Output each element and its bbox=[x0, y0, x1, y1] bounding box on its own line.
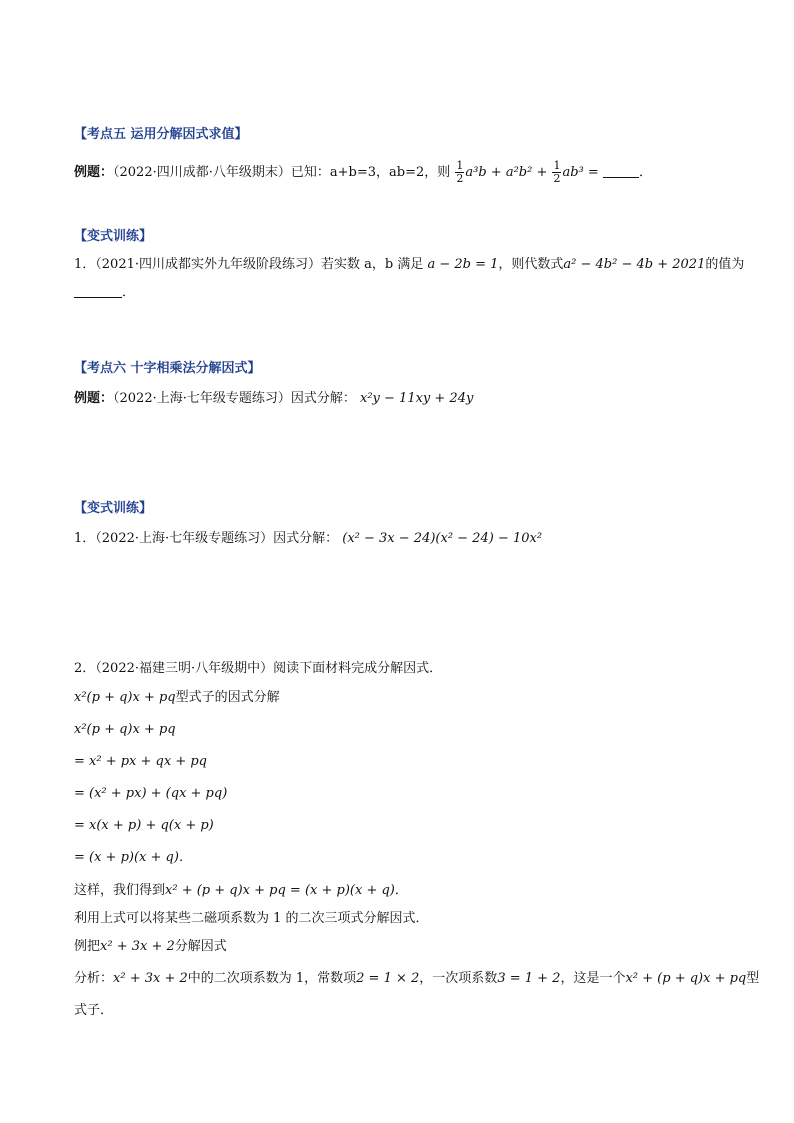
analysis-line-end: 式子． bbox=[74, 1003, 114, 1018]
fraction-half: $\frac{1}{2}$ bbox=[456, 159, 464, 185]
example-line: 例把x² + 3x + 2分解因式 bbox=[74, 939, 227, 954]
example-label: 例题： bbox=[74, 165, 114, 180]
example-5: 例题：（2022·四川成都·八年级期末）已知：a+b=3，ab=2，则 $\frac{1}{2}$ a³b + a²b² + $\frac{1}{2}$ ab³ = ． bbox=[74, 159, 652, 185]
material-line-a: x²(p + q)x + pq型式子的因式分解 bbox=[74, 690, 280, 705]
question-1: 1．（2022·上海·七年级专题练习）因式分解： (x² − 3x − 24)(x² − 24) − 10x² bbox=[74, 531, 543, 546]
question-2: 2．（2022·福建三明·八年级期中）阅读下面材料完成分解因式． bbox=[74, 661, 443, 676]
derivation-line-1: x²(p + q)x + pq bbox=[74, 722, 176, 737]
example-text: （2022·四川成都·八年级期末）已知：a+b=3，ab=2，则 bbox=[113, 165, 451, 180]
factor-expression: (x² − 3x − 24)(x² − 24) − 10x² bbox=[342, 531, 543, 546]
example-expression-a: a³b + a²b² + bbox=[465, 165, 548, 180]
derivation-line-2: = x² + px + qx + pq bbox=[74, 754, 207, 769]
section-heading-5: 【考点五 运用分解因式求值】 bbox=[74, 127, 248, 142]
training-heading-2: 【变式训练】 bbox=[74, 501, 153, 516]
example-expression-b: ab³ = bbox=[562, 165, 599, 180]
derivation-line-4: = x(x + p) + q(x + p) bbox=[74, 818, 214, 833]
derivation-line-5: = (x + p)(x + q)． bbox=[74, 850, 192, 865]
training-heading-1: 【变式训练】 bbox=[74, 229, 153, 244]
fraction-half: $\frac{1}{2}$ bbox=[553, 159, 561, 185]
usage-line: 利用上式可以将某些二磁项系数为 1 的二次三项式分解因式． bbox=[74, 911, 429, 926]
answer-blank[interactable] bbox=[74, 297, 122, 298]
answer-blank[interactable] bbox=[603, 177, 639, 178]
conclusion-line: 这样，我们得到x² + (p + q)x + pq = (x + p)(x + q)． bbox=[74, 883, 408, 898]
section-heading-6: 【考点六 十字相乘法分解因式】 bbox=[74, 361, 261, 376]
question-1: 1．（2021·四川成都实外九年级阶段练习）若实数 a，b 满足 a − 2b = 1，则代数式a² − 4b² − 4b + 2021的值为 bbox=[74, 257, 745, 272]
condition-expression: a − 2b = 1 bbox=[427, 257, 499, 272]
derivation-line-3: = (x² + px) + (qx + pq) bbox=[74, 786, 228, 801]
example-label: 例题： bbox=[74, 391, 114, 406]
question-1-answer-line: ． bbox=[74, 284, 135, 302]
example-6: 例题：（2022·上海·七年级专题练习）因式分解： x²y − 11xy + 24y bbox=[74, 391, 474, 406]
analysis-line: 分析：x² + 3x + 2中的二次项系数为 1，常数项2 = 1 × 2，一次项系数3 = 1 + 2，这是一个x² + (p + q)x + pq型 bbox=[74, 971, 760, 986]
algebraic-expression: a² − 4b² − 4b + 2021 bbox=[563, 257, 706, 272]
factor-expression: x²y − 11xy + 24y bbox=[360, 391, 474, 406]
